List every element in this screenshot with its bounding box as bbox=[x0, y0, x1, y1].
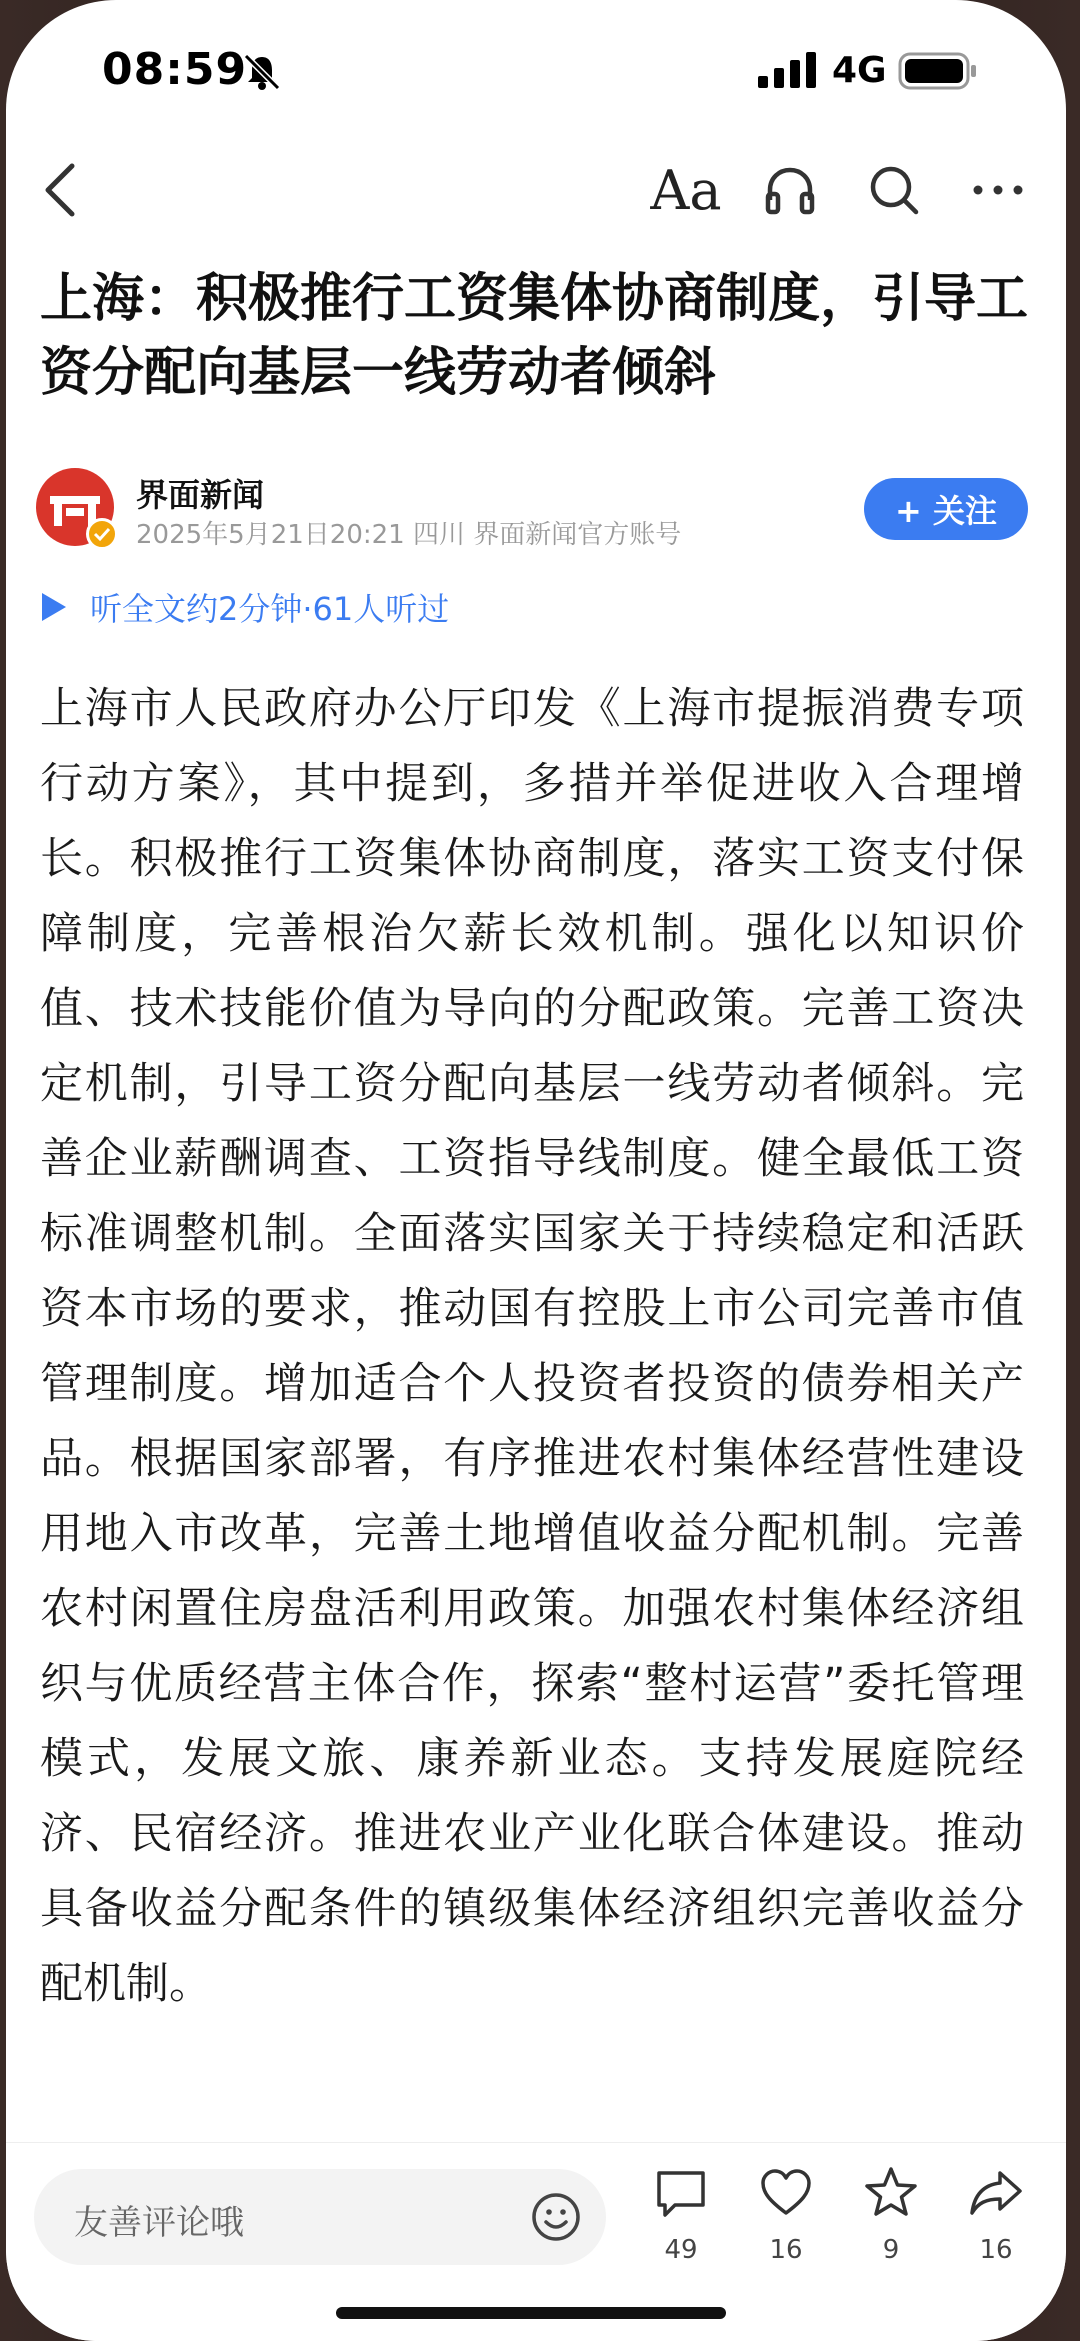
favorites-count: 9 bbox=[882, 2235, 900, 2265]
like-button[interactable] bbox=[741, 2165, 831, 2305]
share-arrow-icon bbox=[968, 2165, 1024, 2221]
follow-button[interactable]: + 关注 bbox=[864, 478, 1028, 540]
star-icon bbox=[863, 2165, 919, 2221]
heart-icon bbox=[758, 2165, 814, 2221]
shares-count: 16 bbox=[979, 2235, 1013, 2265]
play-icon bbox=[42, 593, 66, 621]
network-type: 4G bbox=[832, 50, 887, 91]
listen-full-text[interactable] bbox=[42, 582, 449, 632]
author-row bbox=[36, 468, 1026, 554]
mute-bell-icon bbox=[242, 52, 282, 92]
verified-badge-icon bbox=[86, 518, 118, 550]
emoji-icon[interactable] bbox=[530, 2191, 582, 2243]
share-button[interactable] bbox=[951, 2165, 1041, 2305]
status-bar bbox=[6, 0, 1066, 140]
listen-button[interactable] bbox=[750, 150, 830, 230]
comment-placeholder: 友善评论哦 bbox=[74, 2203, 244, 2243]
comments-count: 49 bbox=[664, 2235, 698, 2265]
comment-input[interactable] bbox=[34, 2169, 606, 2265]
headphone-icon bbox=[762, 162, 818, 218]
likes-count: 16 bbox=[769, 2235, 803, 2265]
search-button[interactable] bbox=[854, 150, 934, 230]
back-button[interactable] bbox=[20, 150, 100, 230]
author-name[interactable]: 界面新闻 bbox=[136, 476, 265, 514]
article-title: 上海：积极推行工资集体协商制度，引导工资分配向基层一线劳动者倾斜 bbox=[40, 269, 1029, 403]
signal-icon bbox=[758, 52, 818, 88]
font-size-button[interactable]: Aa bbox=[650, 158, 722, 222]
screen bbox=[6, 0, 1066, 2341]
chevron-left-icon bbox=[40, 160, 80, 220]
listen-label: 听全文约2分钟·61人听过 bbox=[90, 590, 450, 628]
favorite-button[interactable] bbox=[846, 2165, 936, 2305]
comment-bubble-icon bbox=[653, 2165, 709, 2221]
more-button[interactable] bbox=[958, 150, 1038, 230]
battery-icon bbox=[898, 52, 978, 90]
status-time: 08:59 bbox=[102, 44, 248, 95]
article-body: 上海市人民政府办公厅印发《上海市提振消费专项行动方案》，其中提到，多措并举促进收入合理增长。积极推行工资集体协商制度，落实工资支付保障制度，完善根治欠薪长效机制。强化以知识价值、技术技能价值为导向的分配政策。完善工资决定机制，引导工资分配向基层一线劳动者倾斜。完善企业薪酬调查、工资指导线制度。健全最低工资标准调整机制。全面落实国家关于持续稳定和活跃资本市场的要求，推动国有控股上市公司完善市值管理制度。增加适合个人投资者投资的债券相关产品。根据国家部署，有序推进农村集体经营性建设用地入市改革，完善土地增值收益分配机制。完善农村闲置住房盘活利用政策。加强农村集体经济组织与优质经营主体合作，探索“整村运营”委托管理模式，发展文旅、康养新业态。支持发展庭院经济、民宿经济。推进农业产业化联合体建设。推动具备收益分配条件的镇级集体经济组织完善收益分配机制。 bbox=[40, 684, 1024, 2009]
more-dots-icon bbox=[970, 180, 1026, 200]
home-indicator[interactable] bbox=[336, 2307, 726, 2319]
top-nav bbox=[6, 140, 1066, 250]
comments-button[interactable] bbox=[636, 2165, 726, 2305]
article-meta: 2025年5月21日20:21 四川 界面新闻官方账号 bbox=[136, 520, 682, 550]
search-icon bbox=[866, 162, 922, 218]
